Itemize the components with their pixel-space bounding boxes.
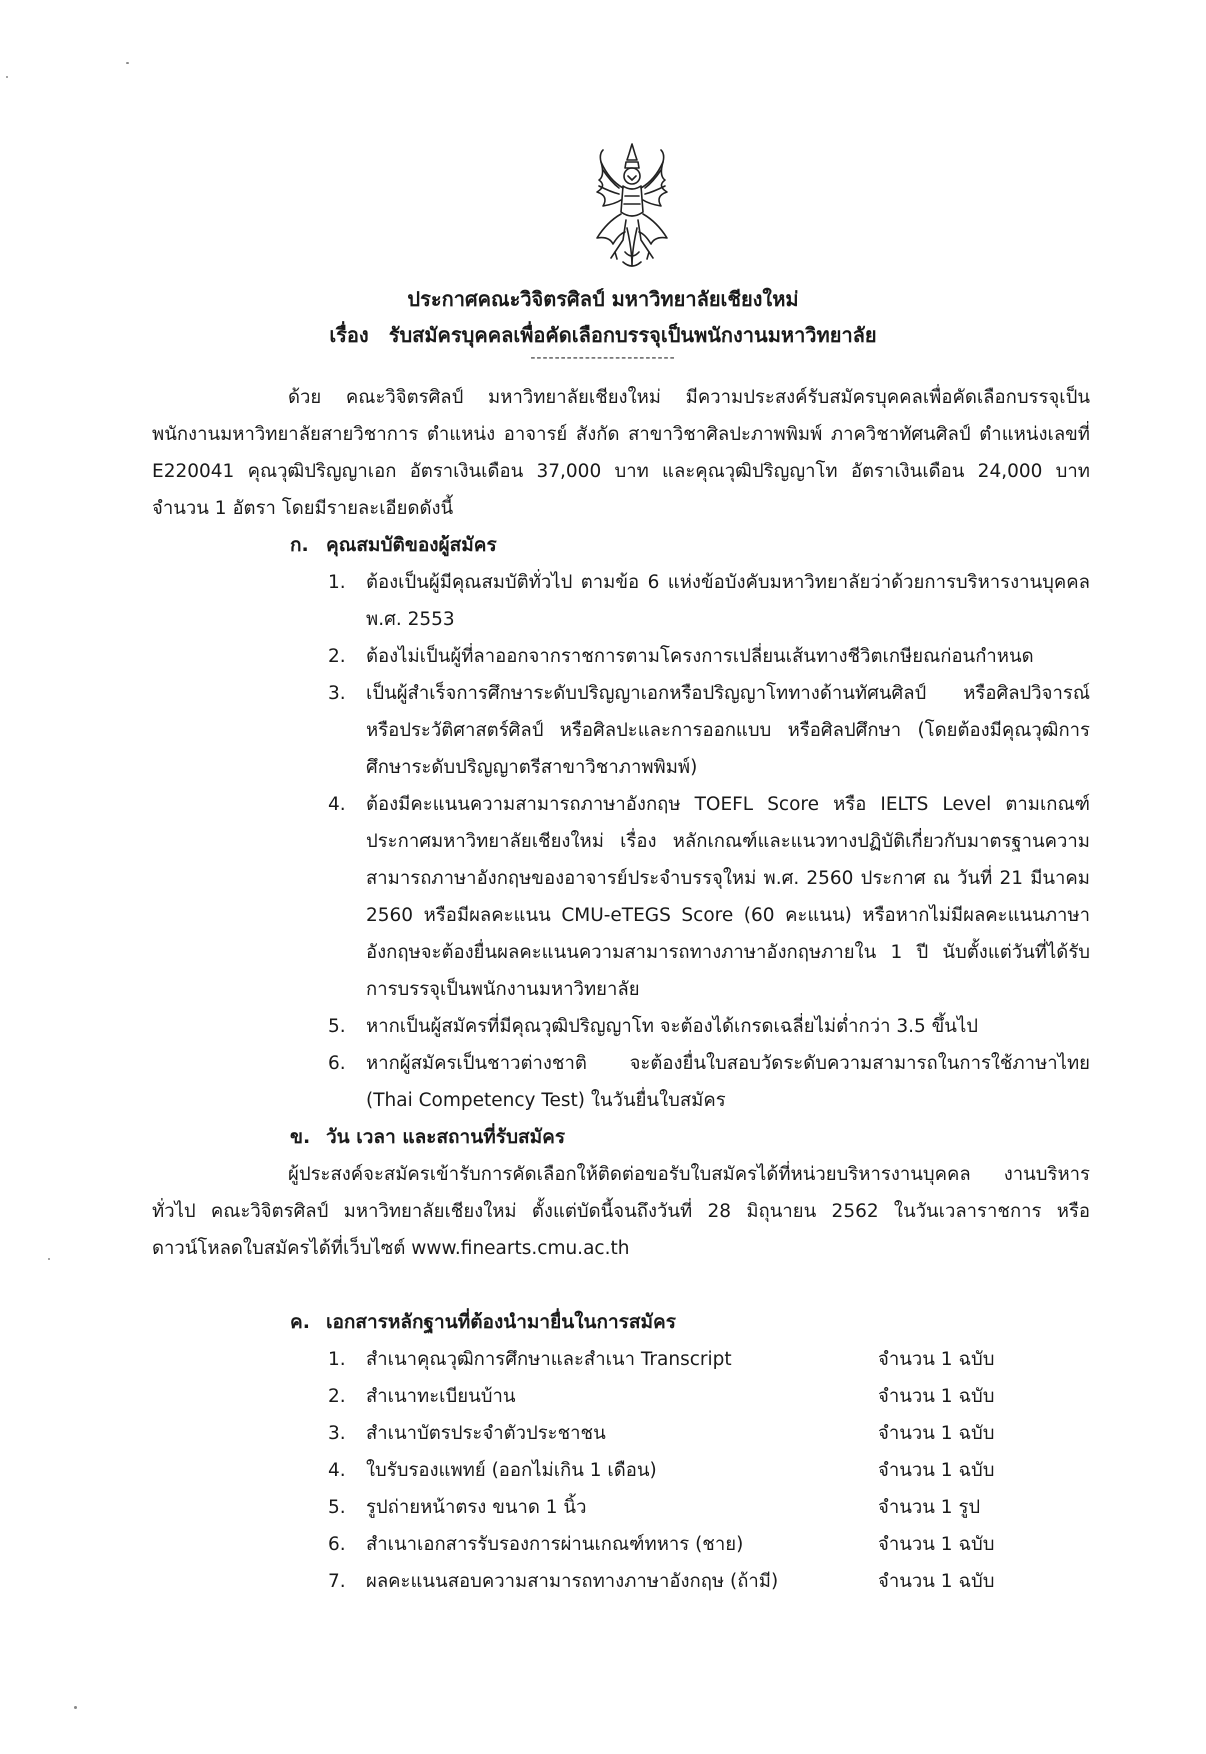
item-text: หากเป็นผู้สมัครที่มีคุณวุฒิปริญญาโท จะต้องได้เกรดเฉลี่ยไม่ต่ำกว่า 3.5 ขึ้นไป: [366, 1016, 978, 1037]
title-divider: ------------------------: [530, 350, 676, 366]
garuda-emblem-icon: [583, 140, 681, 272]
qualification-item: [328, 638, 1090, 675]
document-quantity: จำนวน 1 ฉบับ: [878, 1460, 995, 1481]
item-number: 3.: [328, 1423, 346, 1444]
item-number: 6.: [328, 1534, 346, 1555]
document-name: ผลคะแนนสอบความสามารถทางภาษาอังกฤษ (ถ้ามี): [366, 1571, 779, 1592]
scan-speck: [48, 1258, 50, 1260]
section-c-heading: [290, 1304, 676, 1341]
item-number: 2.: [328, 646, 346, 667]
document-name: สำเนาเอกสารรับรองการผ่านเกณฑ์ทหาร (ชาย): [366, 1534, 744, 1555]
document-quantity: จำนวน 1 ฉบับ: [878, 1534, 995, 1555]
section-a-title: คุณสมบัติของผู้สมัคร: [326, 534, 497, 556]
intro-paragraph: [152, 379, 1090, 527]
document-name: สำเนาทะเบียนบ้าน: [366, 1386, 516, 1407]
section-b-title: วัน เวลา และสถานที่รับสมัคร: [326, 1126, 566, 1148]
qualification-item: [328, 1008, 1090, 1045]
subject-text: รับสมัครบุคคลเพื่อคัดเลือกบรรจุเป็นพนักงานมหาวิทยาลัย: [388, 323, 877, 347]
item-number: 7.: [328, 1571, 346, 1592]
qualification-item: [328, 786, 1090, 1008]
document-list-item: [328, 1526, 1028, 1563]
item-text: เป็นผู้สำเร็จการศึกษาระดับปริญญาเอกหรือปริญญาโททางด้านทัศนศิลป์ หรือศิลปวิจารณ์ หรือประวัติศาสตร์ศิลป์ หรือศิลปะและการออกแบบ หรือศิลปศึกษา (โดยต้องมีคุณวุฒิการศึกษาระดับปริญญาตรีสาขาวิชาภาพพิมพ์): [366, 683, 1090, 778]
section-a-heading: [290, 527, 497, 564]
section-b-text: ผู้ประสงค์จะสมัครเข้ารับการคัดเลือกให้ติดต่อขอรับใบสมัครได้ที่หน่วยบริหารงานบุคคล งานบริหารทั่วไป คณะวิจิตรศิลป์ มหาวิทยาลัยเชียงใหม่ ตั้งแต่บัดนี้จนถึงวันที่ 28 มิถุนายน 2562 ในวันเวลาราชการ หรือดาวน์โหลดใบสมัครได้ที่เว็บไซต์ www.finearts.cmu.ac.th: [152, 1164, 1090, 1259]
document-name: สำเนาบัตรประจำตัวประชาชน: [366, 1423, 606, 1444]
item-number: 5.: [328, 1497, 346, 1518]
document-list-item: [328, 1415, 1028, 1452]
announcement-subject: [0, 318, 1206, 352]
announcement-title: ประกาศคณะวิจิตรศิลป์ มหาวิทยาลัยเชียงใหม่: [407, 287, 799, 311]
document-name: ใบรับรองแพทย์ (ออกไม่เกิน 1 เดือน): [366, 1460, 657, 1481]
document-list-item: [328, 1341, 1028, 1378]
document-list-item: [328, 1563, 1028, 1600]
document-list-item: [328, 1452, 1028, 1489]
item-number: 4.: [328, 1460, 346, 1481]
qualification-item: [328, 1045, 1090, 1119]
section-b-paragraph: [152, 1156, 1090, 1267]
scan-speck: [6, 76, 8, 78]
document-name: รูปถ่ายหน้าตรง ขนาด 1 นิ้ว: [366, 1497, 587, 1518]
document-quantity: จำนวน 1 ฉบับ: [878, 1571, 995, 1592]
item-text: ต้องเป็นผู้มีคุณสมบัติทั่วไป ตามข้อ 6 แห่งข้อบังคับมหาวิทยาลัยว่าด้วยการบริหารงานบุคคล พ.ศ. 2553: [366, 572, 1090, 630]
section-b-heading: [290, 1119, 565, 1156]
document-quantity: จำนวน 1 รูป: [878, 1497, 981, 1518]
section-c-title: เอกสารหลักฐานที่ต้องนำมายื่นในการสมัคร: [326, 1311, 676, 1333]
item-number: 3.: [328, 683, 346, 704]
item-number: 6.: [328, 1053, 346, 1074]
item-number: 4.: [328, 794, 346, 815]
intro-text: ด้วย คณะวิจิตรศิลป์ มหาวิทยาลัยเชียงใหม่ มีความประสงค์รับสมัครบุคคลเพื่อคัดเลือกบรรจุเป็นพนักงานมหาวิทยาลัยสายวิชาการ ตำแหน่ง อาจารย์ สังกัด สาขาวิชาศิลปะภาพพิมพ์ ภาควิชาทัศนศิลป์ ตำแหน่งเลขที่ E220041 คุณวุฒิปริญญาเอก อัตราเงินเดือน 37,000 บาท และคุณวุฒิปริญญาโท อัตราเงินเดือน 24,000 บาท จำนวน 1 อัตรา โดยมีรายละเอียดดังนี้: [152, 387, 1090, 519]
document-quantity: จำนวน 1 ฉบับ: [878, 1386, 995, 1407]
scan-speck: [126, 62, 129, 64]
item-number: 5.: [328, 1016, 346, 1037]
section-b-letter: ข.: [290, 1126, 311, 1148]
item-text: ต้องมีคะแนนความสามารถภาษาอังกฤษ TOEFL Score หรือ IELTS Level ตามเกณฑ์ประกาศมหาวิทยาลัยเชียงใหม่ เรื่อง หลักเกณฑ์และแนวทางปฏิบัติเกี่ยวกับมาตรฐานความสามารถภาษาอังกฤษของอาจารย์ประจำบรรจุใหม่ พ.ศ. 2560 ประกาศ ณ วันที่ 21 มีนาคม 2560 หรือมีผลคะแนน CMU-eTEGS Score (60 คะแนน) หรือหากไม่มีผลคะแนนภาษาอังกฤษจะต้องยื่นผลคะแนนความสามารถทางภาษาอังกฤษภายใน 1 ปี นับตั้งแต่วันที่ได้รับการบรรจุเป็นพนักงานมหาวิทยาลัย: [366, 794, 1090, 1000]
item-number: 1.: [328, 572, 346, 593]
subject-label: เรื่อง: [329, 323, 369, 347]
item-text: หากผู้สมัครเป็นชาวต่างชาติ จะต้องยื่นใบสอบวัดระดับความสามารถในการใช้ภาษาไทย (Thai Competency Test) ในวันยื่นใบสมัคร: [366, 1053, 1090, 1111]
section-c-letter: ค.: [290, 1311, 310, 1333]
document-quantity: จำนวน 1 ฉบับ: [878, 1423, 995, 1444]
document-quantity: จำนวน 1 ฉบับ: [878, 1349, 995, 1370]
item-number: 2.: [328, 1386, 346, 1407]
scan-speck: [74, 1706, 77, 1709]
document-list-item: [328, 1378, 1028, 1415]
item-text: ต้องไม่เป็นผู้ที่ลาออกจากราชการตามโครงการเปลี่ยนเส้นทางชีวิตเกษียณก่อนกำหนด: [366, 646, 1034, 667]
qualification-item: [328, 675, 1090, 786]
section-a-letter: ก.: [290, 534, 309, 556]
qualification-item: [328, 564, 1090, 638]
document-name: สำเนาคุณวุฒิการศึกษาและสำเนา Transcript: [366, 1349, 732, 1370]
item-number: 1.: [328, 1349, 346, 1370]
document-list-item: [328, 1489, 1028, 1526]
